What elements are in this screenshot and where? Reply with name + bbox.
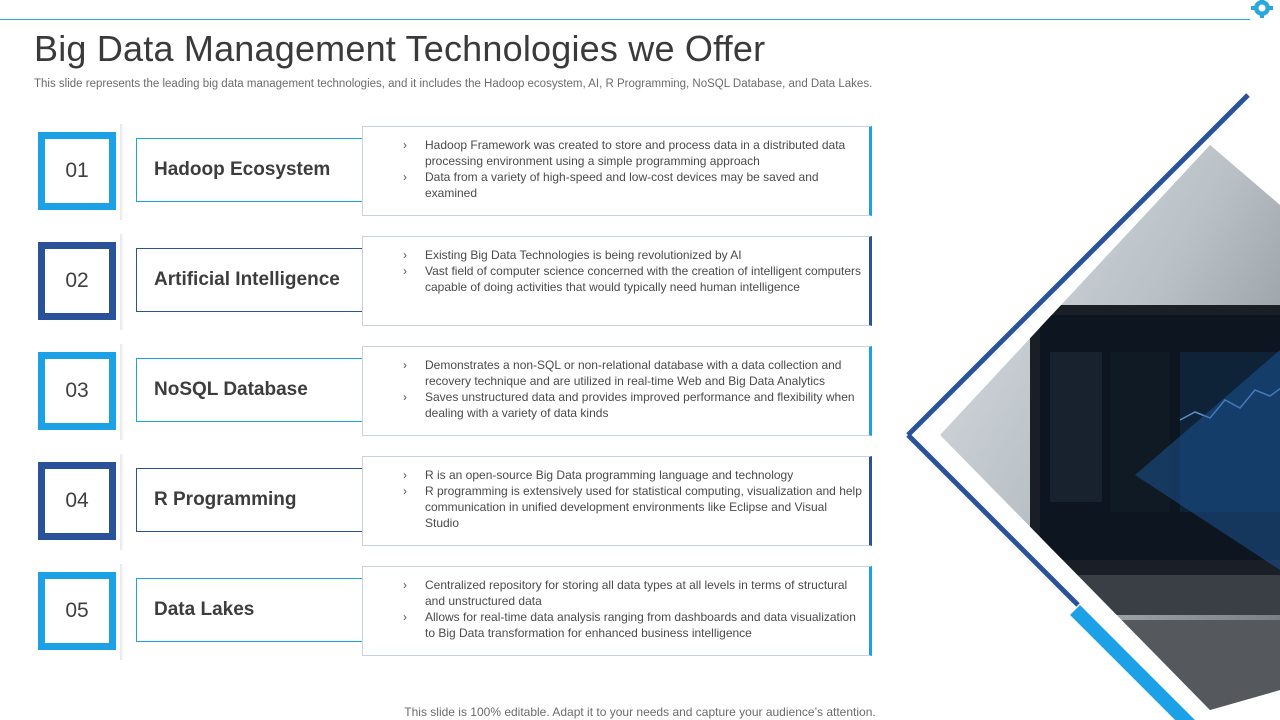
chevron-right-icon: › — [403, 248, 407, 262]
tech-row-data-lakes — [36, 564, 876, 664]
bullet-list — [403, 577, 863, 641]
bullet-item — [403, 263, 863, 295]
number-box — [38, 572, 116, 650]
tech-row-nosql — [36, 344, 876, 444]
slide-subtitle: This slide represents the leading big data management technologies, and it includes the Hadoop ecosystem, AI, R Programming, NoSQL Database, and Data Lakes. — [34, 78, 873, 90]
number-shadow — [120, 344, 124, 440]
bullet-item — [403, 247, 863, 263]
description-box — [362, 346, 872, 436]
chevron-right-icon: › — [403, 358, 407, 372]
chevron-right-icon: › — [403, 484, 407, 498]
bullet-item — [403, 389, 863, 421]
chevron-right-icon: › — [403, 390, 407, 404]
number-box — [38, 462, 116, 540]
chevron-right-icon: › — [403, 138, 407, 152]
bullet-item — [403, 483, 863, 531]
chevron-right-icon: › — [403, 264, 407, 278]
number-box — [38, 242, 116, 320]
bullet-text: R programming is extensively used for statistical computing, visualization and help communication in unified development environments like Eclipse and Visual Studio — [425, 484, 862, 530]
bullet-text: R is an open-source Big Data programming language and technology — [425, 468, 794, 482]
bullet-list — [403, 137, 863, 201]
bullet-item — [403, 137, 863, 169]
bullet-item — [403, 169, 863, 201]
chevron-right-icon: › — [403, 578, 407, 592]
item-number: 01 — [65, 159, 89, 182]
item-number: 02 — [65, 269, 89, 292]
description-box — [362, 566, 872, 656]
item-label: NoSQL Database — [154, 379, 308, 400]
item-label: Artificial Intelligence — [154, 269, 340, 290]
description-box — [362, 126, 872, 216]
chevron-right-icon: › — [403, 170, 407, 184]
item-number: 05 — [65, 599, 89, 622]
item-label: R Programming — [154, 489, 297, 510]
laptop-photo-diamond — [900, 90, 1280, 720]
number-box — [38, 352, 116, 430]
bullet-item — [403, 357, 863, 389]
bullet-list — [403, 357, 863, 421]
number-shadow — [120, 124, 124, 220]
item-number: 04 — [65, 489, 89, 512]
bullet-text: Allows for real-time data analysis ranging from dashboards and data visualization to Big Data transformation for enhanced business intelligence — [425, 610, 856, 640]
bullet-text: Saves unstructured data and provides improved performance and flexibility when dealing with a variety of data kinds — [425, 390, 855, 420]
bullet-item — [403, 609, 863, 641]
bullet-text: Centralized repository for storing all data types at all levels in terms of structural and unstructured data — [425, 578, 848, 608]
item-label: Hadoop Ecosystem — [154, 159, 331, 180]
item-label: Data Lakes — [154, 599, 255, 620]
number-shadow — [120, 234, 124, 330]
description-box — [362, 236, 872, 326]
chevron-right-icon: › — [403, 610, 407, 624]
chevron-right-icon: › — [403, 468, 407, 482]
bullet-text: Demonstrates a non-SQL or non-relational database with a data collection and recovery technique and are utilized in real-time Web and Big Data Analytics — [425, 358, 842, 388]
bullet-item — [403, 577, 863, 609]
bullet-item — [403, 467, 863, 483]
top-divider-line — [0, 19, 1250, 20]
bullet-text: Hadoop Framework was created to store and process data in a distributed data processing environment using a simple programming approach — [425, 138, 846, 168]
tech-row-hadoop — [36, 124, 876, 224]
tech-row-ai — [36, 234, 876, 334]
item-number: 03 — [65, 379, 89, 402]
description-box — [362, 456, 872, 546]
gear-icon — [1248, 0, 1276, 22]
bullet-list — [403, 247, 863, 295]
bullet-text: Data from a variety of high-speed and low-cost devices may be saved and examined — [425, 170, 819, 200]
number-shadow — [120, 454, 124, 550]
footer-note: This slide is 100% editable. Adapt it to your needs and capture your audience’s attention. — [404, 705, 876, 719]
number-box — [38, 132, 116, 210]
number-shadow — [120, 564, 124, 660]
bullet-list — [403, 467, 863, 531]
bullet-text: Existing Big Data Technologies is being revolutionized by AI — [425, 248, 742, 262]
bullet-text: Vast field of computer science concerned with the creation of intelligent computers capable of doing activities that would typically need human intelligence — [425, 264, 862, 294]
tech-row-r-programming — [36, 454, 876, 554]
slide-title: Big Data Management Technologies we Offer — [34, 28, 766, 69]
